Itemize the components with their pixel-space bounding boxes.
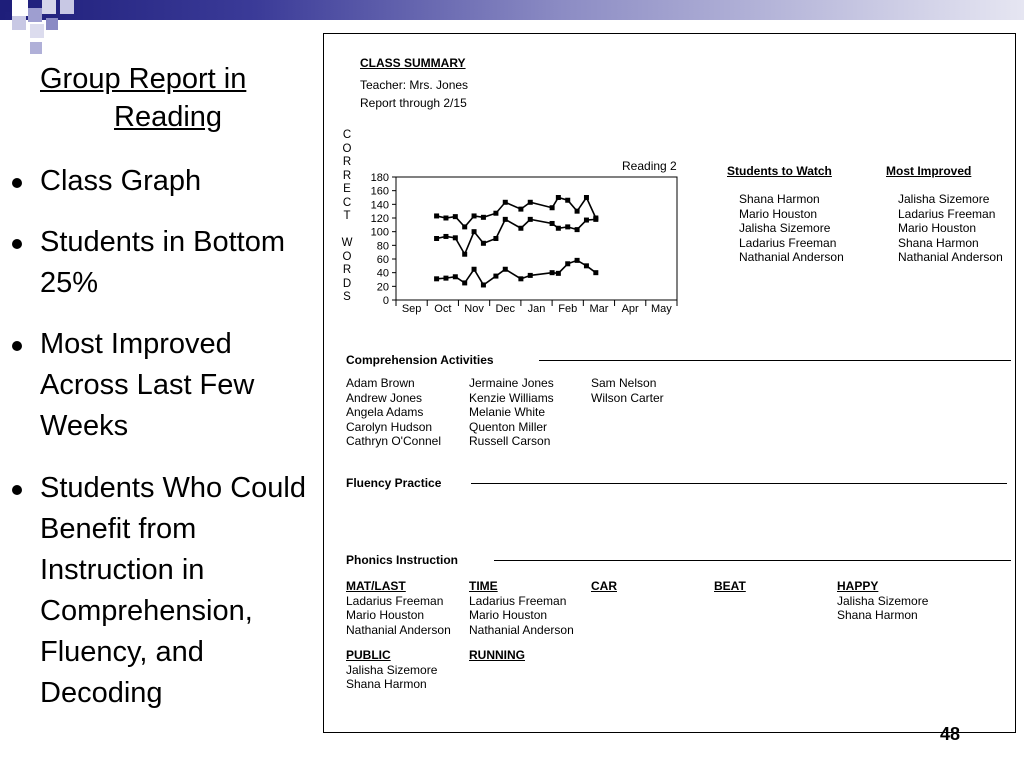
list-item: Mario Houston: [469, 608, 548, 623]
data-point: [481, 282, 486, 287]
class-summary-report: [323, 33, 1016, 733]
data-point: [556, 271, 561, 276]
list-item: Nathanial Anderson: [739, 250, 844, 265]
comprehension-col1: [346, 376, 441, 449]
x-tick-label: Sep: [401, 303, 422, 315]
phonics-group-mat-last: [346, 579, 451, 637]
data-point: [481, 215, 486, 220]
y-tick-label: 160: [370, 185, 389, 198]
report-date-label: Report through 2/15: [360, 96, 467, 110]
reading-chart: [354, 169, 734, 319]
list-item: Sam Nelson: [591, 376, 657, 390]
data-point: [493, 211, 498, 216]
list-item: Jalisha Sizemore: [346, 662, 438, 677]
list-item: Cathryn O'Connel: [346, 434, 442, 449]
list-item: Carolyn Hudson: [346, 419, 433, 434]
data-point: [565, 261, 570, 266]
bullet-dot-icon: [12, 341, 22, 351]
data-point: [462, 280, 467, 285]
teacher-label: Teacher: Mrs. Jones: [360, 78, 469, 92]
series-line: [437, 260, 596, 285]
axis-letter: R: [342, 264, 352, 276]
axis-letter: R: [342, 156, 352, 168]
data-point: [472, 229, 477, 234]
data-point: [565, 198, 570, 203]
phonics-group-beat: [714, 579, 746, 594]
slide-left-column: Group Report in Reading Class Graph Students in Bottom 25% Most Improved Across Last Few Weeks Students Who Could Benefit from Instruction in Comprehension, Fluency, and Decoding: [0, 0, 320, 768]
data-point: [443, 276, 448, 281]
data-point: [550, 270, 555, 275]
list-item: Shana Harmon: [739, 192, 820, 206]
phonics-group-happy: [837, 579, 928, 623]
divider: [494, 560, 1011, 561]
list-item: Jermaine Jones: [469, 376, 554, 390]
data-point: [550, 221, 555, 226]
list-item: Adam Brown: [346, 376, 415, 390]
list-item: Shana Harmon: [898, 235, 979, 250]
x-tick-label: Oct: [434, 303, 452, 315]
list-item: Melanie White: [469, 405, 546, 420]
data-point: [462, 224, 467, 229]
data-point: [518, 207, 523, 212]
data-point: [443, 216, 448, 221]
axis-letter: S: [343, 291, 351, 303]
axis-letter: C: [342, 129, 352, 141]
axis-letter: O: [342, 142, 352, 155]
data-point: [528, 217, 533, 222]
series-line: [437, 198, 596, 227]
data-point: [443, 234, 448, 239]
group-name: HAPPY: [837, 579, 879, 593]
bullet-dot-icon: [12, 485, 22, 495]
data-point: [584, 218, 589, 223]
list-item: Angela Adams: [346, 405, 424, 420]
data-point: [556, 195, 561, 200]
list-item: Kenzie Williams: [469, 390, 554, 405]
y-tick-label: 40: [376, 267, 389, 280]
data-point: [493, 274, 498, 279]
data-point: [528, 273, 533, 278]
divider: [471, 483, 1007, 484]
list-item: Ladarius Freeman: [469, 593, 567, 608]
list-item: Mario Houston: [346, 608, 425, 623]
group-name: PUBLIC: [346, 648, 391, 662]
axis-letter: W: [341, 237, 353, 249]
series-line: [437, 219, 596, 254]
list-item: Jalisha Sizemore: [837, 593, 929, 608]
data-point: [503, 217, 508, 222]
group-name: BEAT: [714, 579, 746, 593]
data-point: [584, 263, 589, 268]
bullet-dot-icon: [12, 239, 22, 249]
x-tick-label: Dec: [495, 303, 516, 315]
data-point: [434, 236, 439, 241]
slide-title: [40, 60, 290, 136]
axis-letter: D: [342, 277, 352, 290]
divider: [539, 360, 1011, 361]
list-item: Shana Harmon: [346, 677, 427, 692]
data-point: [503, 267, 508, 272]
list-item: Jalisha Sizemore: [898, 192, 990, 206]
report-heading: CLASS SUMMARY: [360, 56, 466, 70]
list-item: Quenton Miller: [469, 419, 548, 434]
phonics-heading: Phonics Instruction: [346, 553, 459, 567]
list-item: Wilson Carter: [591, 390, 664, 405]
data-point: [453, 214, 458, 219]
y-tick-label: 60: [376, 254, 389, 266]
x-tick-label: Nov: [464, 303, 484, 315]
y-tick-label: 140: [370, 199, 389, 212]
x-tick-label: Apr: [621, 303, 639, 315]
x-tick-label: Feb: [558, 303, 578, 315]
students-to-watch-list: [739, 192, 844, 265]
most-improved-heading: Most Improved: [886, 164, 972, 178]
data-point: [472, 267, 477, 272]
y-tick-label: 20: [376, 281, 389, 294]
group-name: MAT/LAST: [346, 579, 406, 593]
y-tick-label: 120: [370, 213, 389, 225]
data-point: [575, 258, 580, 263]
data-point: [518, 276, 523, 281]
list-item: Shana Harmon: [837, 608, 918, 623]
data-point: [472, 213, 477, 218]
list-item: Nathanial Anderson: [346, 622, 451, 637]
list-item: Nathanial Anderson: [898, 250, 1003, 265]
data-point: [453, 235, 458, 240]
list-item: Andrew Jones: [346, 390, 423, 405]
data-point: [575, 209, 580, 214]
axis-letter: E: [343, 183, 351, 195]
phonics-group-car: [591, 579, 617, 594]
axis-letter: [340, 224, 354, 238]
x-tick-label: Mar: [589, 303, 609, 315]
phonics-group-running: [469, 648, 525, 663]
page-number: 48: [940, 724, 961, 744]
chart-title: Reading 2: [622, 159, 677, 173]
y-tick-label: 180: [370, 172, 389, 184]
group-name: TIME: [469, 579, 498, 593]
data-point: [434, 213, 439, 218]
list-item: Ladarius Freeman: [346, 593, 444, 608]
fluency-heading: Fluency Practice: [346, 476, 442, 490]
group-name: CAR: [591, 579, 617, 593]
data-point: [493, 236, 498, 241]
list-item: Russell Carson: [469, 434, 551, 449]
list-item: Ladarius Freeman: [898, 206, 996, 221]
slide-title-line1: Group Report in: [40, 63, 247, 95]
data-point: [556, 226, 561, 231]
list-item: Mario Houston: [739, 206, 818, 221]
list-item: Mario Houston: [898, 221, 977, 236]
data-point: [434, 276, 439, 281]
bullet-dot-icon: [12, 178, 22, 188]
x-tick-label: Jan: [527, 303, 546, 315]
data-point: [481, 241, 486, 246]
comprehension-heading: Comprehension Activities: [346, 353, 494, 367]
data-point: [462, 252, 467, 257]
axis-letter: C: [342, 196, 352, 209]
data-point: [575, 227, 580, 232]
data-point: [528, 200, 533, 205]
comprehension-col2: [469, 376, 554, 449]
group-name: RUNNING: [469, 648, 525, 662]
y-tick-label: 100: [370, 226, 389, 239]
data-point: [593, 270, 598, 275]
y-axis-label: [340, 129, 354, 305]
y-tick-label: 80: [376, 240, 389, 253]
axis-letter: T: [343, 210, 351, 222]
axis-letter: O: [342, 250, 352, 263]
data-point: [584, 195, 589, 200]
data-point: [550, 205, 555, 210]
phonics-group-time: [469, 579, 574, 637]
phonics-group-public: [346, 648, 437, 692]
data-point: [503, 200, 508, 205]
axis-letter: R: [342, 169, 352, 182]
data-point: [565, 224, 570, 229]
y-tick-label: 0: [382, 295, 389, 307]
students-to-watch-heading: Students to Watch: [727, 164, 832, 178]
data-point: [453, 274, 458, 279]
slide-title-line2: Reading: [114, 101, 223, 133]
comprehension-col3: [591, 376, 664, 405]
most-improved-list: [898, 192, 1003, 265]
data-point: [518, 226, 523, 231]
list-item: Nathanial Anderson: [469, 622, 574, 637]
x-tick-label: May: [650, 303, 672, 315]
list-item: Jalisha Sizemore: [739, 221, 831, 236]
list-item: Ladarius Freeman: [739, 235, 837, 250]
data-point: [593, 217, 598, 222]
